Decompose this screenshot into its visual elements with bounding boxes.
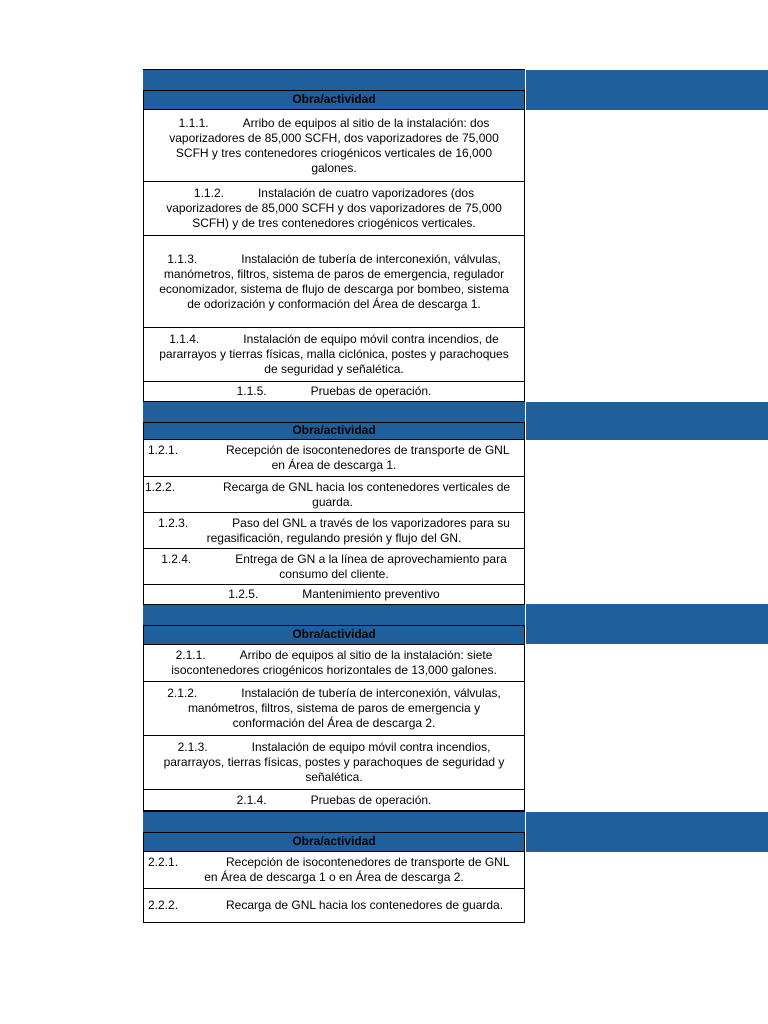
- table-row: [143, 790, 525, 811]
- row-text: de odorización y conformación del Área de descarga 1.: [187, 296, 481, 311]
- row-text: manómetros, filtros, sistema de paros de emergencia, regulador: [163, 266, 505, 281]
- table-row: [143, 549, 525, 585]
- row-text: conformación del Área de descarga 2.: [232, 716, 436, 730]
- row-text: Mantenimiento preventivo: [302, 587, 440, 601]
- row-text: en Área de descarga 1 o en Área de descarga 2.: [204, 870, 464, 884]
- table-row: [143, 852, 525, 889]
- row-code: 2.2.1.: [148, 855, 179, 869]
- row-text: isocontenedores criogénicos horizontales de 13,000 galones.: [171, 663, 497, 677]
- section-band-1-2: [143, 401, 525, 423]
- row-text: Instalación de cuatro vaporizadores (dos: [257, 186, 475, 200]
- row-text: pararrayos, tierras físicas, postes y parachoques de seguridad y: [163, 755, 505, 769]
- row-text: Arribo de equipos al sitio de la instalación: siete: [239, 648, 493, 662]
- row-text: Recepción de isocontenedores de transporte de GNL: [226, 443, 510, 457]
- row-text: economizador, sistema de flujo de descarga por bombeo, sistema: [159, 281, 509, 296]
- row-text: consumo del cliente.: [279, 566, 389, 581]
- table-row: [143, 477, 525, 513]
- row-text: guarda.: [312, 494, 353, 509]
- band-extension-1-2: [526, 402, 768, 440]
- table-row: [143, 513, 525, 549]
- table-row: [143, 110, 525, 182]
- row-code: 1.1.1.: [178, 115, 209, 130]
- row-text: Instalación de equipo móvil contra incendios, de: [243, 332, 499, 346]
- row-text: manómetros, filtros, sistema de paros de emergencia y: [187, 701, 481, 715]
- table-row: [143, 440, 525, 477]
- row-code: 1.2.5.: [228, 587, 259, 601]
- row-text: Pruebas de operación.: [310, 792, 432, 807]
- row-text: Entrega de GN a la línea de aprovechamiento para: [235, 551, 507, 566]
- row-code: 1.2.4.: [161, 551, 192, 566]
- section-band-2-2: [143, 811, 525, 833]
- row-text: regasificación, regulando presión y flujo del GN.: [206, 530, 462, 545]
- table-row: [143, 236, 525, 328]
- row-text: en Área de descarga 1.: [271, 458, 397, 472]
- row-code: 2.1.1.: [175, 648, 206, 662]
- row-text: Recarga de GNL hacia los contenedores de guarda.: [226, 898, 504, 912]
- table-row: [143, 682, 525, 736]
- table-header-2-1: Obra/actividad: [143, 625, 525, 645]
- row-text: Instalación de tubería de interconexión, válvulas,: [241, 686, 501, 700]
- row-code: 2.1.3.: [177, 740, 208, 754]
- row-text: señalética.: [305, 770, 363, 784]
- table-row: [143, 889, 525, 923]
- row-text: galones.: [311, 160, 357, 175]
- table-row: [143, 736, 525, 790]
- row-text: Pruebas de operación.: [310, 384, 432, 398]
- row-code: 1.1.3.: [167, 251, 198, 266]
- table-row: [143, 382, 525, 402]
- row-text: Instalación de tubería de interconexión, válvulas,: [241, 251, 501, 266]
- row-text: Instalación de equipo móvil contra incendios,: [251, 740, 491, 754]
- table-row: [143, 585, 525, 605]
- row-code: 1.2.3.: [158, 515, 189, 530]
- row-text: vaporizadores de 85,000 SCFH y dos vaporizadores de 75,000: [166, 201, 502, 215]
- table-header-2-2: Obra/actividad: [143, 832, 525, 852]
- row-code: 1.1.2.: [193, 186, 224, 200]
- row-text: vaporizadores de 85,000 SCFH, dos vaporizadores de 75,000: [169, 130, 499, 145]
- row-text: SCFH) y de tres contenedores criogénicos verticales.: [192, 216, 476, 230]
- table-row: [143, 645, 525, 682]
- table-row: [143, 328, 525, 382]
- row-code: 1.1.4.: [169, 332, 200, 346]
- row-text: Recarga de GNL hacia los contenedores verticales de: [223, 479, 511, 494]
- row-text: de seguridad y señalética.: [264, 362, 404, 376]
- band-extension-1-1: [526, 70, 768, 110]
- band-extension-2-1: [526, 604, 768, 644]
- row-text: Arribo de equipos al sitio de la instalación: dos: [242, 115, 490, 130]
- row-code: 1.2.2.: [145, 479, 176, 494]
- section-band-2-1: [143, 604, 525, 626]
- row-text: pararrayos y tierras físicas, malla ciclónica, postes y parachoques: [159, 347, 509, 361]
- row-text: Recepción de isocontenedores de transporte de GNL: [226, 855, 510, 869]
- row-code: 2.2.2.: [148, 898, 179, 912]
- row-text: Paso del GNL a través de los vaporizadores para su: [232, 515, 510, 530]
- row-code: 1.1.5.: [236, 384, 267, 398]
- table-header-1-1: Obra/actividad: [143, 90, 525, 110]
- row-text: SCFH y tres contenedores criogénicos verticales de 16,000: [175, 145, 493, 160]
- band-extension-2-2: [526, 812, 768, 852]
- table-header-1-2: Obra/actividad: [143, 422, 525, 440]
- row-code: 2.1.2.: [167, 686, 198, 700]
- section-band-1-1: [143, 69, 525, 91]
- row-code: 1.2.1.: [148, 443, 179, 457]
- table-row: [143, 182, 525, 236]
- row-code: 2.1.4.: [236, 792, 267, 807]
